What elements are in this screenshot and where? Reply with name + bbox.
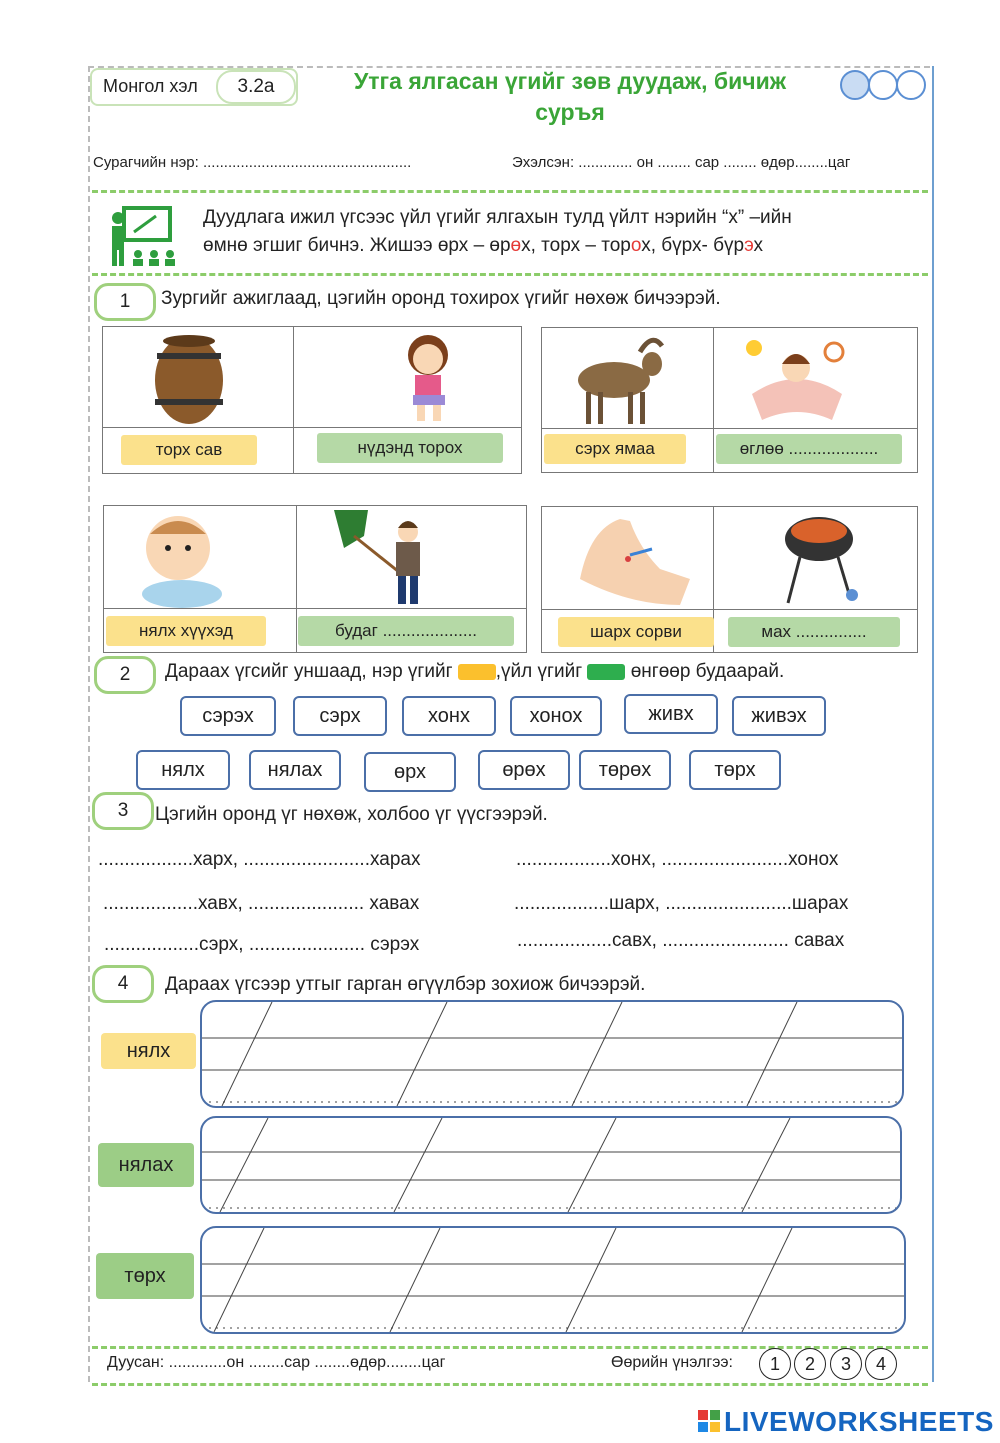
word-chip[interactable]: өрөх — [478, 750, 570, 790]
page-title: Утга ялгасан үгийг зөв дуудаж, бичиж суръя — [353, 68, 787, 125]
word-chip[interactable]: хонох — [510, 696, 602, 736]
word-chip[interactable]: төрх — [689, 750, 781, 790]
word-chip[interactable]: сэрх — [293, 696, 387, 736]
score-option[interactable]: 2 — [794, 1348, 826, 1380]
task3-instruction: Цэгийн оронд үг нөхөж, холбоо үг үүсгээрэй. — [155, 804, 548, 825]
progress-circle-icon — [868, 70, 898, 100]
task-number: 3 — [92, 792, 154, 830]
picture-grid — [541, 327, 918, 473]
lesson-code: 3.2а — [216, 70, 296, 104]
task2-instruction: Дараах үгсийг уншаад, нэр үгийг ,үйл үгийг өнгөөр будаарай. — [165, 661, 785, 682]
liveworksheets-logo-icon — [698, 1410, 722, 1434]
task4-instruction: Дараах үгсээр утгыг гарган өгүүлбэр зохиож бичээрэй. — [165, 974, 646, 995]
picture-label[interactable]: өглөө ................... — [716, 434, 902, 464]
sentence-word: нялх — [101, 1033, 196, 1069]
fill-in-line[interactable]: ..................савх, ........................ савах — [517, 930, 845, 951]
task-number: 4 — [92, 965, 154, 1003]
writing-lines — [202, 1228, 904, 1332]
word-chip[interactable]: хонх — [402, 696, 496, 736]
writing-box[interactable] — [200, 1000, 904, 1108]
picture-label: нялх хүүхэд — [106, 616, 266, 646]
watermark: LIVEWORKSHEETS — [724, 1406, 994, 1437]
barrel-icon — [151, 335, 227, 425]
writing-lines — [202, 1118, 900, 1212]
fill-in-line[interactable]: ..................харх, ........................харах — [98, 849, 421, 870]
word-chip[interactable]: нялах — [249, 750, 341, 790]
rule-text: Дуудлага ижил үгсээс үйл үгийг ялгахын тулд үйлт нэрийн “х” –ийн өмнө эгшиг бичнэ. Жишээ өрх – өрөх, торх – торох, бүрх- бүрэх — [203, 207, 792, 256]
score-option[interactable]: 3 — [830, 1348, 862, 1380]
fill-in-line[interactable]: ..................сэрх, ...................... сэрэх — [104, 934, 420, 955]
score-option[interactable]: 4 — [865, 1348, 897, 1380]
picture-label: нүдэнд торох — [317, 433, 503, 463]
picture-grid — [541, 506, 918, 653]
picture-label: торх сав — [121, 435, 257, 465]
picture-label[interactable]: мах ............... — [728, 617, 900, 647]
fill-in-line[interactable]: ..................шарх, ........................шарах — [514, 893, 849, 914]
task-number: 1 — [94, 283, 156, 321]
task-number: 2 — [94, 656, 156, 694]
sentence-word: төрх — [96, 1253, 194, 1299]
picture-label: шарх сорви — [558, 617, 714, 647]
fill-in-line[interactable]: ..................хавх, ...................... хавах — [103, 893, 420, 914]
subject-name: Монгол хэл — [103, 76, 198, 96]
writing-lines — [202, 1002, 902, 1106]
word-chip[interactable]: сэрэх — [180, 696, 276, 736]
picture-label: сэрх ямаа — [544, 434, 686, 464]
picture-grid — [102, 326, 522, 474]
word-chip[interactable]: төрөх — [579, 750, 671, 790]
hand-wound-icon — [570, 509, 700, 607]
girl-sleepy-icon — [393, 329, 463, 425]
self-eval-label: Өөрийн үнэлгээ: — [611, 1354, 733, 1371]
picture-label[interactable]: будаг .................... — [298, 616, 514, 646]
bbq-grill-icon — [774, 511, 864, 607]
noun-color-swatch — [458, 664, 496, 680]
progress-circle-icon — [896, 70, 926, 100]
word-chip[interactable]: живэх — [732, 696, 826, 736]
sentence-word: нялах — [98, 1143, 194, 1187]
word-chip[interactable]: өрх — [364, 752, 456, 792]
painter-icon — [324, 506, 434, 614]
morning-wakeup-icon — [742, 334, 852, 426]
score-option[interactable]: 1 — [759, 1348, 791, 1380]
fill-in-line[interactable]: ..................хонх, ........................хонох — [516, 849, 839, 870]
writing-box[interactable] — [200, 1116, 902, 1214]
word-chip[interactable]: живх — [624, 694, 718, 734]
baby-icon — [136, 508, 228, 608]
goat-icon — [562, 332, 672, 428]
teacher-board-icon — [104, 204, 178, 270]
verb-color-swatch — [587, 664, 625, 680]
student-name-field[interactable]: Сурагчийн нэр: .................................................. — [93, 154, 412, 171]
progress-circle-icon — [840, 70, 870, 100]
finish-date-field[interactable]: Дуусан: .............он ........сар ........өдөр........цаг — [107, 1354, 446, 1371]
word-chip[interactable]: нялх — [136, 750, 230, 790]
writing-box[interactable] — [200, 1226, 906, 1334]
picture-grid — [103, 505, 527, 653]
start-date-field[interactable]: Эхэлсэн: ............. он ........ сар ........ өдөр........цаг — [512, 154, 851, 171]
task1-instruction: Зургийг ажиглаад, цэгийн оронд тохирох үгийг нөхөж бичээрэй. — [161, 288, 721, 309]
